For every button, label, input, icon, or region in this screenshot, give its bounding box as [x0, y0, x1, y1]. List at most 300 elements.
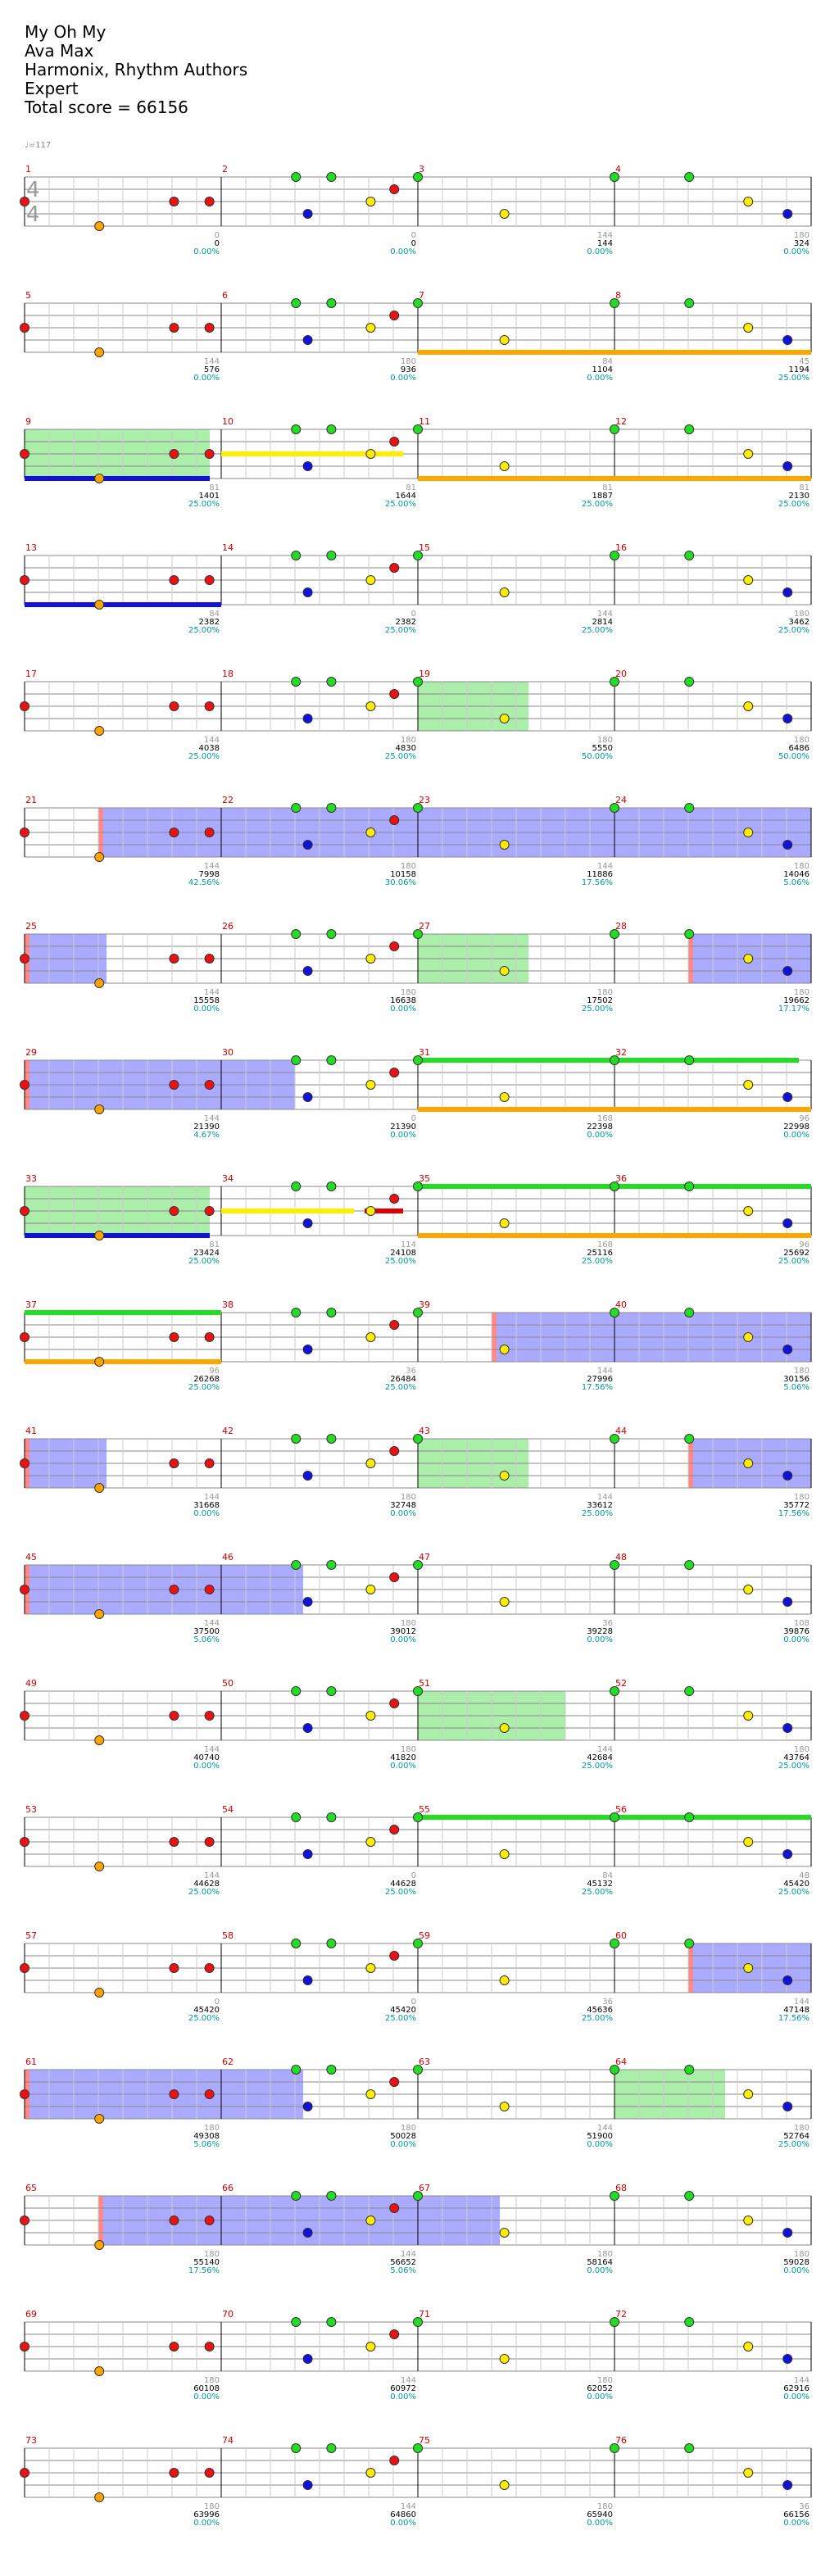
time-signature-bottom: 4	[26, 202, 40, 227]
note-gem-red	[390, 690, 399, 699]
note-gem-green	[327, 930, 336, 939]
note-gem-yellow	[366, 1081, 375, 1090]
note-gem-green	[327, 2192, 336, 2201]
note-gem-blue	[303, 1724, 312, 1733]
measure-score: 36	[602, 1619, 613, 1628]
measure-number: 57	[25, 1930, 37, 1941]
measure-score: 180	[596, 736, 613, 745]
measure-score: 96	[209, 1367, 220, 1376]
note-gem-blue	[303, 1976, 312, 1985]
note-gem-red	[205, 324, 214, 333]
note-gem-blue	[783, 967, 792, 976]
note-gem-red	[205, 1459, 214, 1468]
note-gem-blue	[783, 1976, 792, 1985]
measure-number: 53	[25, 1804, 37, 1815]
measure-number: 9	[25, 416, 31, 427]
note-gem-yellow	[366, 828, 375, 837]
note-gem-yellow	[744, 197, 753, 206]
overdrive-percent: 0.00%	[783, 2266, 810, 2275]
note-gem-green	[685, 1182, 694, 1191]
overdrive-percent: 5.06%	[783, 878, 810, 887]
overdrive-percent: 0.00%	[193, 2392, 220, 2401]
note-gem-orange	[95, 1989, 104, 1998]
note-gem-green	[685, 1939, 694, 1948]
note-gem-red	[390, 1573, 399, 1582]
note-gem-blue	[783, 1093, 792, 1102]
overdrive-percent: 25.00%	[778, 626, 810, 635]
note-gem-yellow	[366, 1964, 375, 1973]
note-gem-red	[390, 564, 399, 573]
measure-score: 180	[400, 2124, 416, 2133]
note-gem-blue	[303, 2355, 312, 2364]
measure-number: 33	[25, 1173, 37, 1184]
measure-score: 0	[410, 1998, 416, 2007]
cumulative-score: 39012	[390, 1627, 416, 1636]
staff-row-17	[20, 2192, 812, 2250]
cumulative-score: 11886	[587, 870, 613, 879]
measure-score: 144	[793, 1998, 810, 2007]
note-gem-blue	[303, 967, 312, 976]
measure-score: 180	[400, 988, 416, 997]
total-score: Total score = 66156	[25, 98, 188, 117]
cumulative-score: 32748	[390, 1501, 416, 1510]
time-signature-top: 4	[26, 178, 40, 202]
cumulative-score: 1401	[198, 492, 220, 501]
note-gem-orange	[95, 1105, 104, 1114]
measure-number: 20	[615, 669, 627, 679]
cumulative-score: 64860	[390, 2510, 416, 2519]
note-gem-red	[170, 324, 179, 333]
note-gem-yellow	[500, 2229, 509, 2238]
measure-number: 3	[419, 164, 424, 175]
measure-number: 73	[25, 2435, 37, 2446]
overdrive-percent: 0.00%	[193, 1509, 220, 1518]
measure-number: 21	[25, 795, 37, 805]
note-gem-green	[327, 804, 336, 813]
note-gem-red	[20, 324, 29, 333]
staff-row-2	[20, 299, 812, 357]
measure-score: 180	[400, 1619, 416, 1628]
overdrive-percent: 25.00%	[188, 500, 220, 509]
note-gem-orange	[95, 2493, 104, 2502]
measure-score: 36	[406, 1367, 416, 1376]
cumulative-score: 576	[203, 365, 220, 374]
cumulative-score: 1887	[592, 492, 613, 501]
measure-number: 58	[222, 1930, 234, 1941]
note-gem-green	[327, 1056, 336, 1065]
overdrive-percent: 0.00%	[390, 1635, 416, 1644]
measure-score: 144	[203, 988, 220, 997]
note-gem-red	[205, 450, 214, 459]
cumulative-score: 3462	[788, 618, 810, 627]
overdrive-percent: 0.00%	[390, 2392, 416, 2401]
note-gem-green	[327, 1182, 336, 1191]
note-gem-blue	[303, 1219, 312, 1228]
overdrive-percent: 0.00%	[783, 1131, 810, 1140]
note-gem-green	[327, 2444, 336, 2453]
note-gem-blue	[783, 2355, 792, 2364]
measure-score: 144	[596, 2124, 613, 2133]
measure-number: 16	[615, 542, 627, 553]
note-gem-red	[390, 816, 399, 825]
measure-number: 37	[25, 1299, 37, 1310]
overdrive-percent: 0.00%	[390, 1005, 416, 1014]
cumulative-score: 45420	[390, 2006, 416, 2015]
measure-score: 0	[410, 1871, 416, 1880]
sustain-yellow	[221, 451, 403, 456]
cumulative-score: 39876	[783, 1627, 810, 1636]
note-gem-orange	[95, 601, 104, 610]
measure-number: 68	[615, 2183, 627, 2193]
cumulative-score: 936	[400, 365, 416, 374]
overdrive-percent: 0.00%	[587, 2392, 613, 2401]
cumulative-score: 6486	[788, 744, 810, 753]
measure-score: 180	[793, 1745, 810, 1754]
overdrive-percent: 0.00%	[390, 1131, 416, 1140]
note-gem-green	[292, 1813, 301, 1822]
measure-score: 180	[400, 1745, 416, 1754]
measure-score: 0	[410, 610, 416, 619]
note-gem-red	[205, 1964, 214, 1973]
overdrive-percent: 25.00%	[188, 2014, 220, 2023]
overdrive-percent: 17.56%	[778, 2014, 810, 2023]
note-gem-red	[205, 1838, 214, 1847]
sustain-green	[25, 1310, 221, 1315]
note-gem-orange	[95, 2115, 104, 2124]
note-gem-red	[170, 2342, 179, 2352]
measure-score: 180	[400, 862, 416, 871]
staff-row-6	[20, 804, 812, 862]
cumulative-score: 49308	[193, 2132, 220, 2141]
overdrive-percent: 25.00%	[581, 1257, 613, 1266]
note-gem-green	[327, 2066, 336, 2075]
staff-row-11	[20, 1435, 812, 1493]
overdrive-percent: 5.06%	[193, 1635, 220, 1644]
note-gem-red	[20, 1459, 29, 1468]
note-gem-blue	[303, 588, 312, 597]
measure-score: 180	[793, 862, 810, 871]
overdrive-percent: 25.00%	[778, 2140, 810, 2149]
note-gem-red	[205, 1081, 214, 1090]
measure-number: 26	[222, 921, 234, 932]
cumulative-score: 324	[793, 239, 810, 248]
note-gem-red	[390, 1952, 399, 1961]
cumulative-score: 0	[214, 239, 220, 248]
song-artist: Ava Max	[25, 41, 94, 61]
measure-number: 4	[615, 164, 621, 175]
cumulative-score: 22998	[783, 1122, 810, 1132]
measure-number: 52	[615, 1678, 627, 1689]
note-gem-red	[205, 576, 214, 585]
note-gem-red	[20, 1964, 29, 1973]
cumulative-score: 39228	[587, 1627, 613, 1636]
note-gem-yellow	[744, 955, 753, 964]
note-gem-red	[170, 450, 179, 459]
note-gem-red	[20, 576, 29, 585]
measure-score: 180	[793, 610, 810, 619]
measure-score: 180	[596, 2502, 613, 2511]
cumulative-score: 26268	[193, 1375, 220, 1384]
overdrive-percent: 0.00%	[193, 2519, 220, 2528]
overdrive-percent: 25.00%	[581, 2014, 613, 2023]
overdrive-percent: 50.00%	[581, 752, 613, 761]
measure-score: 180	[203, 2250, 220, 2259]
note-gem-red	[390, 942, 399, 951]
overdrive-percent: 0.00%	[390, 2519, 416, 2528]
note-gem-yellow	[744, 1838, 753, 1847]
measure-number: 29	[25, 1047, 37, 1058]
tempo-marking: ♩=117	[25, 141, 52, 150]
measure-number: 36	[615, 1173, 627, 1184]
note-gem-blue	[783, 2481, 792, 2490]
note-gem-red	[170, 1459, 179, 1468]
overdrive-percent: 25.00%	[384, 752, 416, 761]
note-gem-green	[327, 1308, 336, 1317]
overdrive-percent: 0.00%	[390, 2140, 416, 2149]
measure-score: 144	[596, 610, 613, 619]
note-gem-green	[292, 1056, 301, 1065]
note-gem-red	[170, 2090, 179, 2099]
note-gem-red	[170, 576, 179, 585]
song-charter: Harmonix, Rhythm Authors	[25, 60, 248, 79]
overdrive-percent: 25.00%	[581, 626, 613, 635]
measure-number: 7	[419, 290, 424, 301]
cumulative-score: 21390	[390, 1122, 416, 1132]
staff-row-19	[20, 2444, 812, 2502]
cumulative-score: 19662	[783, 996, 810, 1005]
cumulative-score: 45420	[193, 2006, 220, 2015]
note-gem-red	[20, 1207, 29, 1216]
cumulative-score: 24108	[390, 1249, 416, 1258]
cumulative-score: 52764	[783, 2132, 810, 2141]
note-gem-red	[205, 828, 214, 837]
overdrive-percent: 0.00%	[587, 247, 613, 256]
measure-score: 180	[793, 231, 810, 240]
cumulative-score: 31668	[193, 1501, 220, 1510]
measure-number: 25	[25, 921, 37, 932]
cumulative-score: 7998	[198, 870, 220, 879]
measure-score: 180	[596, 988, 613, 997]
cumulative-score: 37500	[193, 1627, 220, 1636]
note-gem-yellow	[744, 450, 753, 459]
note-gem-red	[170, 2469, 179, 2478]
note-gem-orange	[95, 222, 104, 231]
overdrive-percent: 0.00%	[587, 2140, 613, 2149]
overdrive-percent: 25.00%	[384, 1257, 416, 1266]
cumulative-score: 27996	[587, 1375, 613, 1384]
note-gem-yellow	[500, 2355, 509, 2364]
measure-number: 50	[222, 1678, 234, 1689]
overdrive-percent: 0.00%	[783, 2519, 810, 2528]
measure-number: 60	[615, 1930, 627, 1941]
measure-score: 144	[596, 1367, 613, 1376]
note-gem-green	[327, 1813, 336, 1822]
measure-number: 62	[222, 2057, 234, 2067]
cumulative-score: 55140	[193, 2258, 220, 2267]
cumulative-score: 62052	[587, 2384, 613, 2393]
measure-number: 69	[25, 2309, 37, 2320]
note-gem-yellow	[744, 828, 753, 837]
note-gem-yellow	[366, 1459, 375, 1468]
measure-score: 180	[793, 1367, 810, 1376]
note-gem-blue	[303, 1598, 312, 1607]
staff-row-9	[20, 1182, 812, 1240]
measure-number: 35	[419, 1173, 430, 1184]
note-gem-yellow	[366, 702, 375, 711]
note-gem-orange	[95, 853, 104, 862]
note-gem-yellow	[366, 2216, 375, 2225]
cumulative-score: 45132	[587, 1880, 613, 1889]
note-gem-orange	[95, 979, 104, 988]
note-gem-red	[205, 2342, 214, 2352]
measure-score: 180	[203, 2502, 220, 2511]
cumulative-score: 14046	[783, 870, 810, 879]
note-gem-red	[20, 1333, 29, 1342]
note-gem-green	[292, 2444, 301, 2453]
overdrive-percent: 17.56%	[581, 1383, 613, 1392]
measure-score: 180	[203, 2124, 220, 2133]
measure-score: 144	[596, 1493, 613, 1502]
measure-score: 96	[799, 1114, 810, 1123]
note-gem-red	[390, 1447, 399, 1456]
measure-score: 36	[602, 1998, 613, 2007]
overdrive-percent: 0.00%	[587, 2266, 613, 2275]
measure-number: 45	[25, 1552, 37, 1562]
note-gem-green	[327, 1939, 336, 1948]
note-gem-blue	[303, 1472, 312, 1481]
cumulative-score: 63996	[193, 2510, 220, 2519]
measure-number: 70	[222, 2309, 234, 2320]
note-gem-green	[685, 551, 694, 560]
note-gem-green	[292, 299, 301, 308]
measure-score: 180	[400, 1493, 416, 1502]
cumulative-score: 44628	[390, 1880, 416, 1889]
measure-score: 168	[596, 1114, 613, 1123]
overdrive-percent: 17.56%	[188, 2266, 220, 2275]
note-gem-blue	[783, 462, 792, 471]
measure-score: 144	[596, 1745, 613, 1754]
overdrive-percent: 25.00%	[778, 374, 810, 383]
note-gem-green	[685, 1308, 694, 1317]
note-gem-yellow	[500, 2481, 509, 2490]
staff-row-7	[20, 930, 812, 988]
staff-row-5	[20, 678, 812, 736]
overdrive-percent: 0.00%	[193, 1762, 220, 1771]
note-gem-blue	[783, 210, 792, 219]
measure-score: 168	[596, 1240, 613, 1249]
note-gem-red	[170, 1964, 179, 1973]
sustain-orange	[418, 350, 811, 355]
measure-number: 6	[222, 290, 228, 301]
overdrive-percent: 50.00%	[778, 752, 810, 761]
note-gem-green	[292, 678, 301, 687]
measure-score: 81	[406, 483, 416, 492]
note-gem-red	[390, 2330, 399, 2339]
staff-row-3	[20, 425, 812, 483]
note-gem-green	[685, 2192, 694, 2201]
note-gem-yellow	[366, 2342, 375, 2352]
measure-number: 54	[222, 1804, 234, 1815]
overdrive-percent: 25.00%	[778, 1762, 810, 1771]
staff-row-16	[20, 2066, 812, 2124]
cumulative-score: 2130	[788, 492, 810, 501]
measure-number: 66	[222, 2183, 234, 2193]
note-gem-blue	[783, 2102, 792, 2111]
note-gem-red	[20, 955, 29, 964]
note-gem-green	[327, 551, 336, 560]
staff-row-4	[20, 551, 812, 610]
overdrive-percent: 25.00%	[188, 752, 220, 761]
note-gem-blue	[303, 1093, 312, 1102]
measure-number: 8	[615, 290, 621, 301]
note-gem-red	[20, 2342, 29, 2352]
cumulative-score: 15558	[193, 996, 220, 1005]
measure-number: 40	[615, 1299, 627, 1310]
measure-number: 30	[222, 1047, 234, 1058]
measure-score: 180	[400, 736, 416, 745]
measure-score: 48	[799, 1871, 810, 1880]
note-gem-blue	[783, 588, 792, 597]
note-gem-yellow	[366, 2469, 375, 2478]
cumulative-score: 56652	[390, 2258, 416, 2267]
measure-score: 180	[793, 2250, 810, 2259]
note-gem-yellow	[500, 2102, 509, 2111]
note-gem-green	[292, 930, 301, 939]
staff-row-1	[20, 173, 812, 231]
measure-score: 180	[793, 2124, 810, 2133]
measure-score: 144	[203, 1619, 220, 1628]
note-gem-blue	[783, 714, 792, 723]
note-gem-red	[170, 1207, 179, 1216]
cumulative-score: 0	[410, 239, 416, 248]
note-gem-red	[390, 1321, 399, 1330]
note-gem-yellow	[744, 2216, 753, 2225]
measure-number: 31	[419, 1047, 430, 1058]
cumulative-score: 59028	[783, 2258, 810, 2267]
overdrive-percent: 25.00%	[581, 1888, 613, 1897]
note-gem-orange	[95, 1736, 104, 1745]
overdrive-percent: 42.56%	[188, 878, 220, 887]
note-gem-yellow	[744, 1964, 753, 1973]
cumulative-score: 25692	[783, 1249, 810, 1258]
note-gem-red	[205, 197, 214, 206]
note-gem-yellow	[366, 450, 375, 459]
note-gem-yellow	[366, 2090, 375, 2099]
overdrive-percent: 25.00%	[778, 1888, 810, 1897]
overdrive-percent: 0.00%	[587, 1131, 613, 1140]
cumulative-score: 66156	[783, 2510, 810, 2519]
note-gem-blue	[783, 1219, 792, 1228]
overdrive-percent: 0.00%	[390, 374, 416, 383]
measure-number: 18	[222, 669, 234, 679]
note-gem-yellow	[366, 324, 375, 333]
measure-score: 0	[410, 1114, 416, 1123]
measure-score: 144	[203, 1745, 220, 1754]
note-gem-blue	[783, 1345, 792, 1354]
note-gem-red	[205, 955, 214, 964]
note-gem-green	[292, 551, 301, 560]
overdrive-percent: 25.00%	[581, 1762, 613, 1771]
measure-number: 56	[615, 1804, 627, 1815]
note-gem-red	[20, 1712, 29, 1721]
note-gem-red	[390, 1699, 399, 1708]
sustain-blue	[25, 602, 221, 607]
cumulative-score: 45636	[587, 2006, 613, 2015]
measure-score: 81	[799, 483, 810, 492]
note-gem-orange	[95, 727, 104, 736]
cumulative-score: 4830	[395, 744, 416, 753]
song-title: My Oh My	[25, 22, 107, 42]
